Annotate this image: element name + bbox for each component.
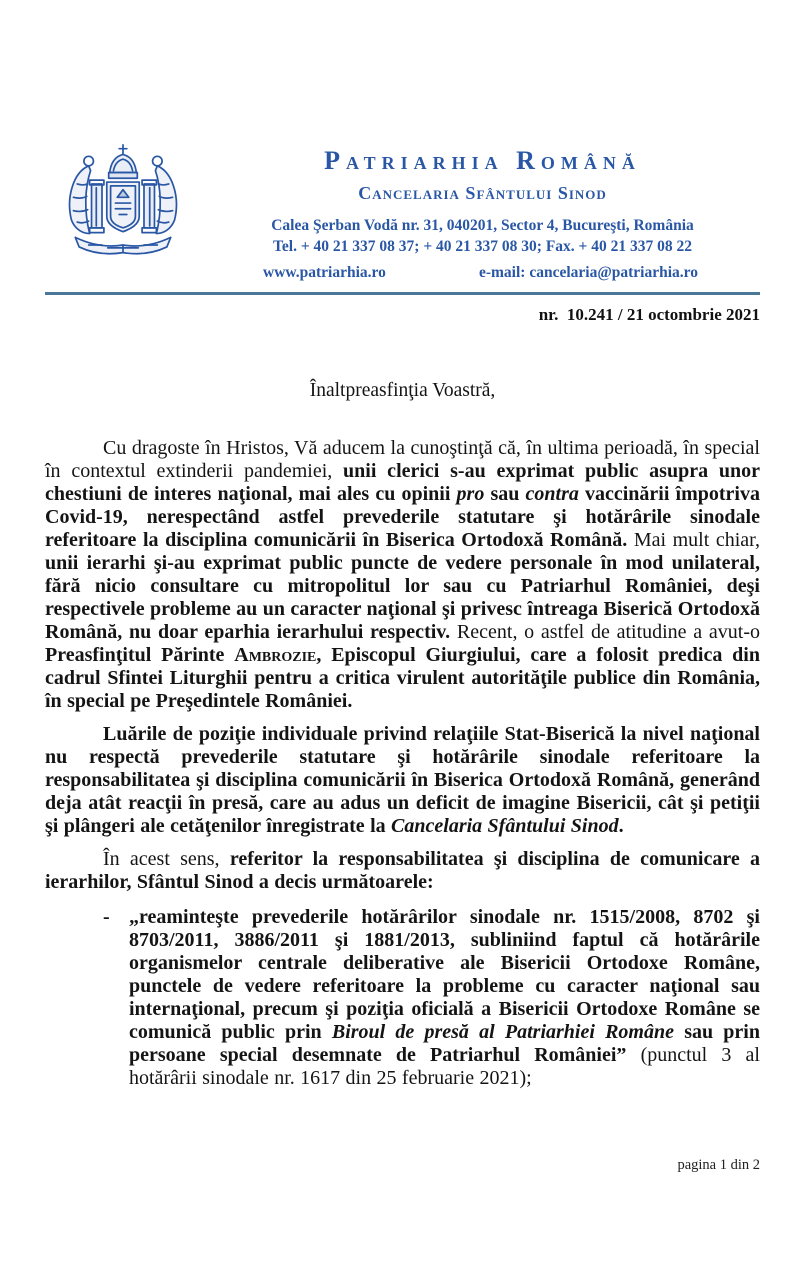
divider-line: [45, 292, 760, 295]
text-run: unii clerici s-au exprimat public asupra unor chestiuni de interes naţional, mai ales cu opinii: [45, 460, 760, 505]
page-footer: pagina 1 din 2: [677, 1157, 760, 1173]
department-name: Cancelaria Sfântului Sinod: [358, 183, 607, 203]
text-run: Preasfinţitul Părinte: [45, 644, 235, 666]
document-number: nr. 10.241 / 21 octombrie 2021: [538, 305, 760, 324]
text-run: vaccinării împotriva Covid-19, nerespectând astfel prevederile statutare şi hotărârile sinodale referitoare la disciplina comunicării în Biserica Ortodoxă Română.: [45, 483, 760, 551]
text-run: contra: [525, 483, 579, 505]
text-run: pro: [456, 483, 485, 505]
letterhead: [205, 146, 760, 282]
text-run: unii ierarhi şi-au exprimat public puncte de vedere personale în mod unilateral, fără nicio consultare cu mitropolitul lor sau cu Patriarhul României, deşi respectivele probleme au un caracter naţional şi privesc întreaga Biserică Ortodoxă Română, nu doar eparhia ierarhului respectiv.: [45, 552, 760, 643]
text-run: .: [618, 815, 624, 837]
paragraph: [45, 848, 760, 894]
phone-fax-line: Tel. + 40 21 337 08 37; + 40 21 337 08 30; Fax. + 40 21 337 08 22: [272, 238, 692, 255]
address-line: Calea Şerban Vodă nr. 31, 040201, Sector 4, Bucureşti, România: [271, 217, 694, 234]
paragraph: [45, 723, 760, 838]
text-run: Recent, o astfel de atitudine a avut-o: [450, 621, 760, 643]
email-link[interactable]: e-mail: cancelaria@patriarhia.ro: [478, 264, 698, 281]
text-run: „reaminteşte prevederile hotărârilor sinodale nr. 1515/2008, 8702 şi 8703/2011, 3886/2011 şi 1881/2013, subliniind faptul că hotărârile organismelor centrale deliberative ale Bisericii Ortodoxe Române, punctele de vedere referitoare la probleme cu caracter naţional sau internaţional, precum şi poziţia oficială a Bisericii Ortodoxe Române se comunică public prin: [129, 906, 760, 1043]
website-link[interactable]: www.patriarhia.ro: [263, 264, 386, 281]
list-item: [103, 906, 760, 1090]
text-run: Cu dragoste în Hristos, Vă aducem la cunoştinţă că, în ultima perioadă, în special în contextul extinderii pandemiei,: [45, 437, 760, 482]
text-run: În acest sens,: [103, 848, 230, 870]
text-run: sau prin persoane special desemnate de Patriarhul României”: [129, 1021, 760, 1066]
text-run: Biroul de presă al Patriarhiei Române: [331, 1021, 674, 1043]
salutation: Înaltpreasfinţia Voastră,: [309, 380, 496, 401]
text-run: referitor la responsabilitatea şi disciplina de comunicare a ierarhilor, Sfântul Sinod a decis următoarele:: [45, 848, 761, 893]
decisions-list: [45, 906, 760, 1090]
letter-body: [45, 437, 760, 894]
web-email-line: [205, 264, 760, 282]
text-run: Mai mult chiar,: [627, 529, 760, 551]
patriarchate-coat-of-arms-icon: [56, 142, 190, 266]
text-run: (punctul 3 al hotărârii sinodale nr. 1617 din 25 februarie 2021);: [129, 1044, 760, 1089]
letter-body-block: [45, 437, 760, 1090]
bullet-text: [129, 906, 760, 1090]
paragraph: [45, 437, 760, 713]
coat-of-arms-logo: [56, 142, 190, 266]
bullet-dash: -: [103, 906, 110, 928]
text-run: Luările de poziţie individuale privind relaţiile Stat-Biserică la nivel naţional nu respectă prevederile statutare şi hotărârile sinodale referitoare la responsabilitatea şi disciplina comunicării în Biserica Ortodoxă Română, generând deja atât reacţii în presă, care au adus un deficit de imagine Bisericii, cât şi petiţii şi plângeri ale cetăţenilor înregistrate la: [45, 723, 760, 837]
text-run: , Episcopul Giurgiului, care a folosit predica din cadrul Sfintei Liturghii pentru a critica virulent autorităţile publice din România, în special pe Preşedintele României.: [45, 644, 760, 712]
text-run: Ambrozie: [234, 644, 317, 666]
text-run: Cancelaria Sfântului Sinod: [391, 815, 619, 837]
org-name: Patriarhia Română: [324, 146, 641, 175]
text-run: sau: [484, 483, 526, 505]
